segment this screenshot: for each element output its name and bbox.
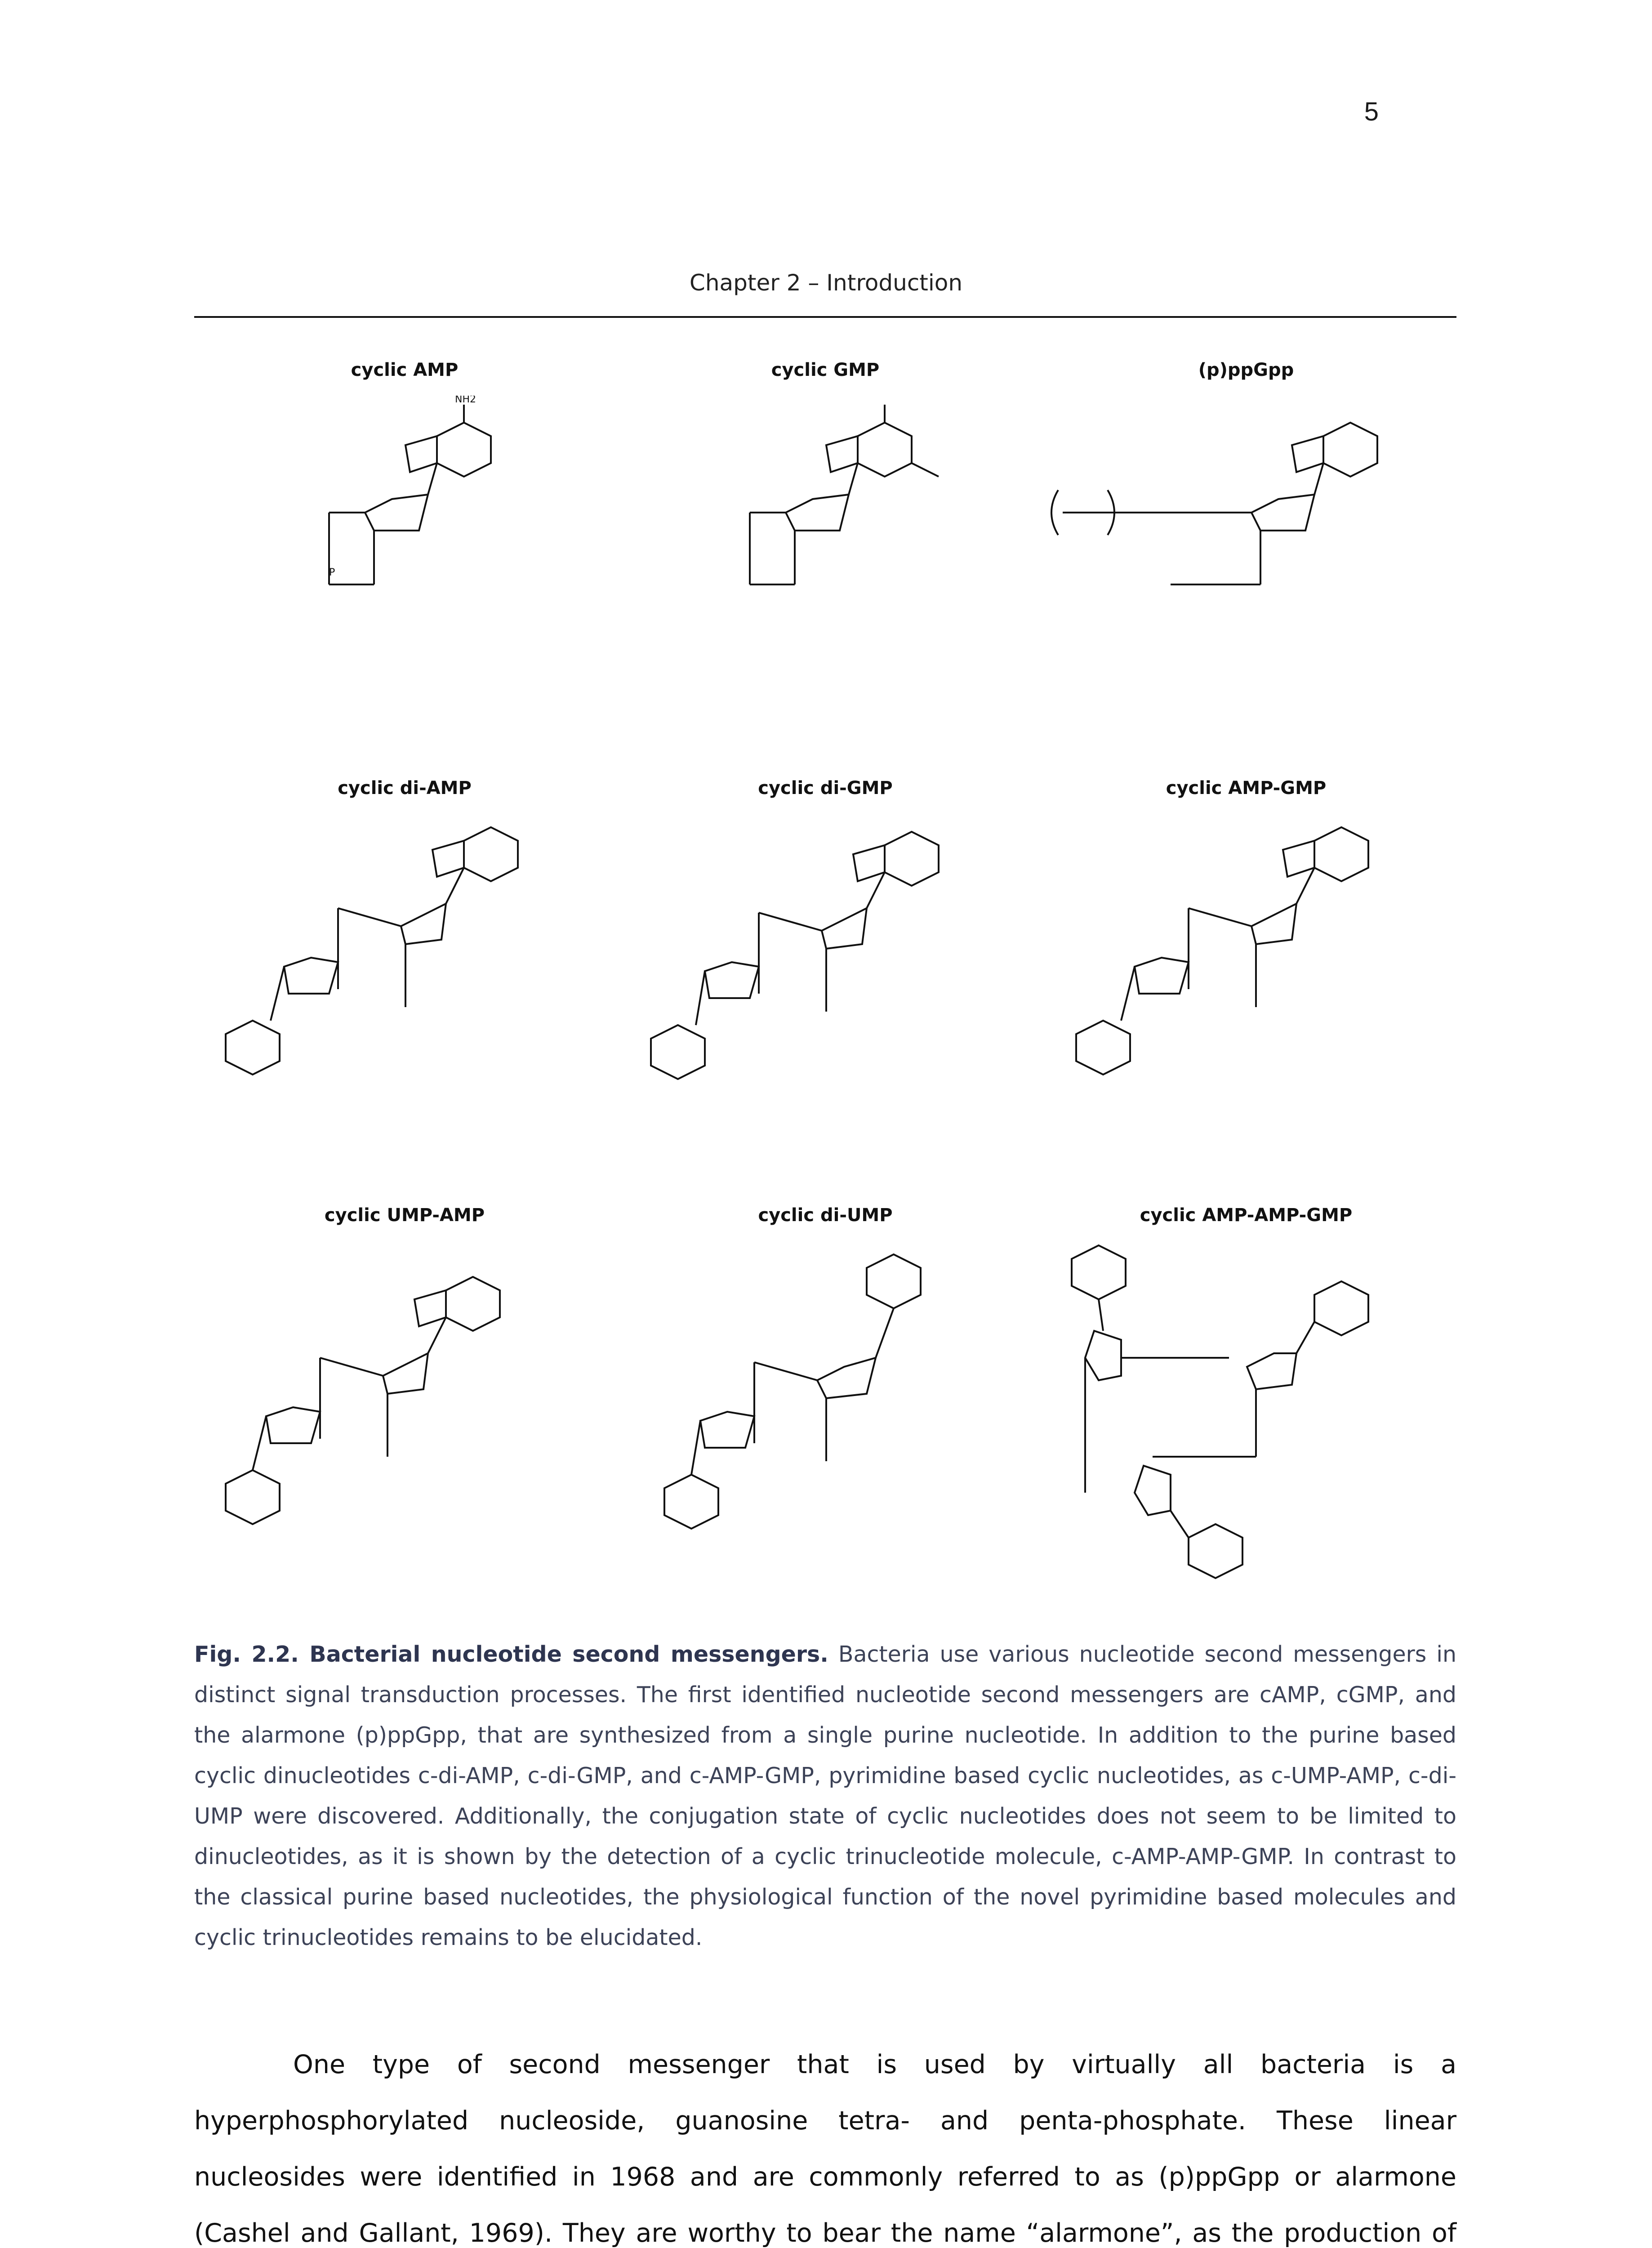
panel-cyclic-gmp: [615, 342, 1036, 760]
panel-cyclic-di-ump: [615, 1187, 1036, 1605]
panel-title: cyclic AMP-GMP: [1166, 778, 1327, 798]
structure-cyclic-gmp: [615, 396, 1036, 755]
svg-text:NH2: NH2: [455, 396, 476, 405]
caption-label: Fig. 2.2. Bacterial nucleotide second messengers.: [194, 1641, 828, 1667]
structure-cyclic-di-ump: [615, 1241, 1036, 1601]
caption-text: Bacteria use various nucleotide second messengers in distinct signal transduction processes. The first identified nucleotide second messengers are cAMP, cGMP, and the alarmone (p)ppGpp, that are synthesized from a single purine nucleotide. In addition to the purine based cyclic dinucleotides c-di-AMP, c-di-GMP, and c-AMP-GMP, pyrimidine based cyclic nucleotides, as c-UMP-AMP, c-di-UMP were discovered. Additionally, the conjugation state of cyclic nucleotides does not seem to be limited to dinucleotides, as it is shown by the detection of a cyclic trinucleotide molecule, c-AMP-AMP-GMP. In contrast to the classical purine based nucleotides, the physiological function of the novel pyrimidine based molecules and cyclic trinucleotides remains to be elucidated.: [194, 1641, 1457, 1950]
figure-caption: [194, 1634, 1456, 1958]
panel-cyclic-ump-amp: [194, 1187, 615, 1605]
structure-cyclic-ump-amp: [194, 1241, 615, 1601]
panel-title: cyclic GMP: [771, 360, 880, 380]
header-rule: [194, 316, 1456, 318]
figure-nucleotide-structures: [194, 342, 1456, 1601]
body-paragraph: One type of second messenger that is used by virtually all bacteria is a hyperphosphorylated nucleoside, guanosine tetra- and penta-phosphate. These linear nucleosides were identified in 1968 and are commonly referred to as (p)ppGpp or alarmone (Cashel and Gallant, 1969). They are worthy to bear the name “alarmone”, as the production of: [194, 2050, 1456, 2248]
panel-title: cyclic di-AMP: [338, 778, 472, 798]
panel-title: (p)ppGpp: [1198, 360, 1294, 380]
panel-title: cyclic AMP-AMP-GMP: [1140, 1205, 1353, 1226]
structure-cyclic-amp-gmp: [1036, 814, 1456, 1173]
panel-cyclic-amp-amp-gmp: [1036, 1187, 1456, 1605]
panel-title: cyclic di-GMP: [758, 778, 893, 798]
panel-cyclic-amp: [194, 342, 615, 760]
running-header: Chapter 2 – Introduction: [689, 270, 963, 296]
panel-title: cyclic di-UMP: [758, 1205, 893, 1226]
panel-cyclic-di-gmp: [615, 760, 1036, 1178]
structure-cyclic-amp: [194, 396, 615, 755]
panel-cyclic-amp-gmp: [1036, 760, 1456, 1178]
panel-title: cyclic AMP: [351, 360, 459, 380]
page-number: 5: [1364, 97, 1379, 126]
panel-cyclic-di-amp: [194, 760, 615, 1178]
panel-title: cyclic UMP-AMP: [324, 1205, 485, 1226]
panel-ppgpp: [1036, 342, 1456, 760]
svg-text:P: P: [329, 567, 335, 578]
structure-cyclic-di-amp: [194, 814, 615, 1173]
structure-ppgpp: [1036, 396, 1456, 755]
structure-cyclic-amp-amp-gmp: [1036, 1241, 1456, 1601]
structure-cyclic-di-gmp: [615, 814, 1036, 1173]
